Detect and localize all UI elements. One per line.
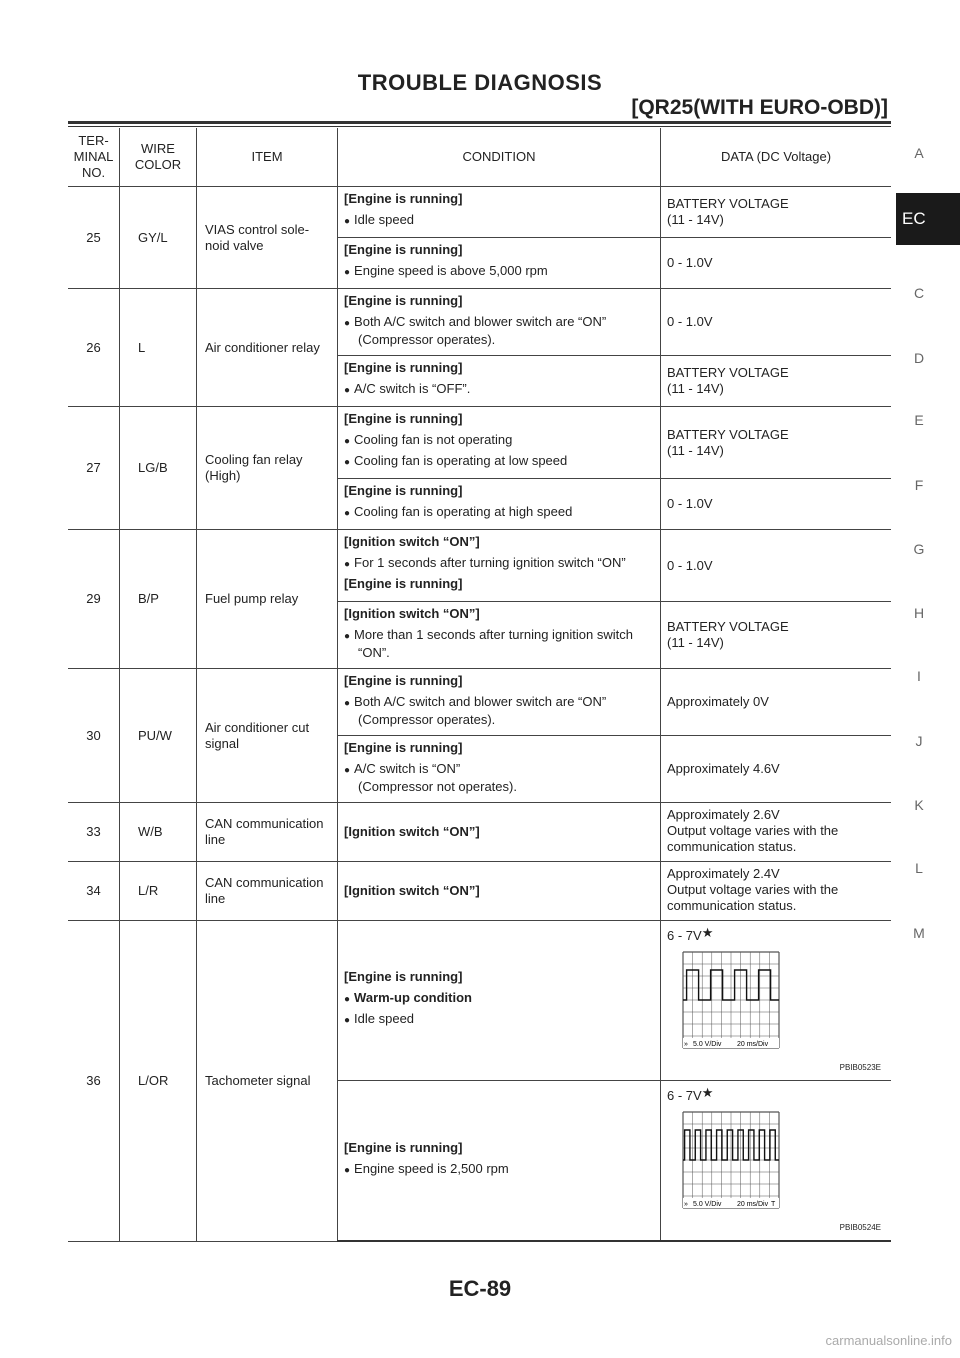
condition-bullet: ● Warm-up condition <box>344 990 654 1008</box>
table-row <box>68 669 891 736</box>
table-row <box>68 530 891 602</box>
data-cell: 6 - 7V★ » 5.0 V/Div 20 ms/Div PBIB0523E <box>661 921 892 1081</box>
condition-heading: [Engine is running] <box>344 673 463 688</box>
scope-time-div: 20 ms/Div <box>737 1201 769 1208</box>
condition-bullet: ● Engine speed is above 5,000 rpm <box>344 263 654 281</box>
header-wire-color: WIRE COLOR <box>120 128 197 187</box>
data-cell: BATTERY VOLTAGE (11 - 14V) <box>661 407 892 479</box>
data-cell: 6 - 7V★ » 5.0 V/Div 20 ms/Div T PBIB0524E <box>661 1081 892 1242</box>
oscilloscope-waveform <box>667 950 885 1058</box>
condition-heading: [Engine is running] <box>344 242 463 257</box>
item-cell: Fuel pump relay <box>197 530 338 669</box>
scope-volt-div: 5.0 V/Div <box>693 1041 722 1048</box>
condition-heading: [Engine is running] <box>344 1139 463 1155</box>
sidebar-letter-g: G <box>913 541 925 557</box>
condition-cell <box>338 803 661 862</box>
scope-arrow-icon: » <box>684 1041 688 1048</box>
sidebar-letter-ec: EC <box>896 193 960 245</box>
condition-cell <box>338 356 661 407</box>
condition-heading: [Engine is running] <box>344 293 463 308</box>
sidebar-letter-m: M <box>913 925 925 941</box>
sidebar-letter-e: E <box>914 412 924 428</box>
figure-code: PBIB0524E <box>839 1223 881 1232</box>
condition-bullet: ● Engine speed is 2,500 rpm <box>344 1161 654 1179</box>
data-cell: BATTERY VOLTAGE (11 - 14V) <box>661 602 892 669</box>
condition-bullet: ● Cooling fan is operating at high speed <box>344 504 654 522</box>
item-cell: Air conditioner cut signal <box>197 669 338 803</box>
sidebar-letter-a: A <box>914 145 924 161</box>
wire-color-cell: L <box>120 289 197 407</box>
condition-bullet: ● Idle speed <box>344 212 654 230</box>
condition-cell <box>338 602 661 669</box>
header-data: DATA (DC Voltage) <box>661 128 892 187</box>
terminal-cell: 27 <box>68 407 120 530</box>
condition-bullet: ● More than 1 seconds after turning ignition switch “ON”. <box>344 627 654 661</box>
table-row <box>68 407 891 479</box>
section-sidebar <box>896 0 960 1358</box>
condition-heading: [Engine is running] <box>344 969 463 984</box>
table-header-row <box>68 128 891 187</box>
table-row <box>68 289 891 356</box>
condition-heading: [Ignition switch “ON”] <box>344 606 480 621</box>
data-cell: 0 - 1.0V <box>661 289 892 356</box>
table-row <box>68 803 891 862</box>
header-rule <box>68 121 891 124</box>
data-cell: Approximately 2.6V Output voltage varies with the communication status. <box>661 803 892 862</box>
header-item: ITEM <box>197 128 338 187</box>
condition-bullet: ● A/C switch is “OFF”. <box>344 381 654 399</box>
condition-cell <box>338 289 661 356</box>
sidebar-letter-k: K <box>914 797 924 813</box>
wire-color-cell: W/B <box>120 803 197 862</box>
item-cell: VIAS control sole- noid valve <box>197 187 338 289</box>
page-number: EC-89 <box>448 1276 512 1301</box>
condition-heading: [Engine is running] <box>344 411 463 426</box>
terminal-cell: 29 <box>68 530 120 669</box>
condition-heading: [Ignition switch “ON”] <box>344 824 480 839</box>
wire-color-cell: L/R <box>120 862 197 921</box>
condition-heading: [Ignition switch “ON”] <box>344 534 480 549</box>
condition-cell <box>338 407 661 479</box>
sidebar-letter-d: D <box>913 350 925 366</box>
watermark: carmanualsonline.info <box>825 1333 952 1348</box>
condition-heading: [Engine is running] <box>344 576 463 591</box>
terminal-cell: 26 <box>68 289 120 407</box>
sidebar-letter-h: H <box>913 605 925 621</box>
sidebar-letter-i: I <box>917 668 921 684</box>
data-cell: 0 - 1.0V <box>661 479 892 530</box>
header-condition: CONDITION <box>338 128 661 187</box>
condition-cell <box>338 238 661 289</box>
data-cell: Approximately 4.6V <box>661 736 892 803</box>
table-row <box>68 187 891 238</box>
data-cell: BATTERY VOLTAGE (11 - 14V) <box>661 356 892 407</box>
table-row <box>68 921 891 1081</box>
condition-cell <box>338 921 661 1081</box>
star-icon: ★ <box>701 1085 714 1100</box>
condition-cell <box>338 1081 661 1242</box>
condition-bullet: ● For 1 seconds after turning ignition switch “ON” <box>344 555 654 573</box>
condition-cell <box>338 669 661 736</box>
item-cell: CAN communication line <box>197 803 338 862</box>
condition-bullet: ● Cooling fan is not operating <box>344 432 654 450</box>
sidebar-letter-c: C <box>913 285 925 301</box>
sidebar-letter-f: F <box>914 477 924 493</box>
condition-cell <box>338 479 661 530</box>
page-title: TROUBLE DIAGNOSIS <box>357 70 603 95</box>
condition-cell <box>338 187 661 238</box>
header-rule-thin <box>68 126 891 127</box>
data-cell: Approximately 0V <box>661 669 892 736</box>
figure-code: PBIB0523E <box>839 1063 881 1072</box>
scope-screen <box>679 950 787 1058</box>
star-icon: ★ <box>701 925 714 940</box>
item-cell: Cooling fan relay (High) <box>197 407 338 530</box>
terminal-cell: 30 <box>68 669 120 803</box>
terminal-cell: 36 <box>68 921 120 1242</box>
condition-heading: [Ignition switch “ON”] <box>344 883 480 898</box>
condition-bullet: ● Idle speed <box>344 1011 654 1029</box>
data-cell: 0 - 1.0V <box>661 238 892 289</box>
oscilloscope-waveform <box>667 1110 885 1218</box>
wire-color-cell: B/P <box>120 530 197 669</box>
scope-time-div: 20 ms/Div <box>737 1041 769 1048</box>
condition-bullet: ● Both A/C switch and blower switch are “ON” (Compressor operates). <box>344 694 654 728</box>
item-cell: Air conditioner relay <box>197 289 338 407</box>
wire-color-cell: GY/L <box>120 187 197 289</box>
sidebar-letter-l: L <box>915 860 923 876</box>
condition-heading: [Engine is running] <box>344 191 463 206</box>
wire-color-cell: PU/W <box>120 669 197 803</box>
item-cell: Tachometer signal <box>197 921 338 1242</box>
terminal-cell: 34 <box>68 862 120 921</box>
condition-heading: [Engine is running] <box>344 360 463 375</box>
condition-heading: [Engine is running] <box>344 483 463 498</box>
terminal-cell: 33 <box>68 803 120 862</box>
scope-screen <box>679 1110 787 1218</box>
condition-cell <box>338 736 661 803</box>
scope-arrow-icon: » <box>684 1201 688 1208</box>
data-cell: BATTERY VOLTAGE (11 - 14V) <box>661 187 892 238</box>
page-subtitle: [QR25(WITH EURO-OBD)] <box>631 96 888 119</box>
sidebar-letter-j: J <box>915 733 923 749</box>
condition-cell <box>338 862 661 921</box>
condition-bullet: ● Cooling fan is operating at low speed <box>344 453 654 471</box>
scope-volt-div: 5.0 V/Div <box>693 1201 722 1208</box>
data-cell: Approximately 2.4V Output voltage varies with the communication status. <box>661 862 892 921</box>
terminal-table <box>68 128 891 1242</box>
header-terminal: TER- MINAL NO. <box>68 128 120 187</box>
wire-color-cell: L/OR <box>120 921 197 1242</box>
condition-cell <box>338 530 661 602</box>
terminal-cell: 25 <box>68 187 120 289</box>
condition-bullet: ● A/C switch is “ON” (Compressor not operates). <box>344 761 654 795</box>
condition-heading: [Engine is running] <box>344 740 463 755</box>
condition-bullet: ● Both A/C switch and blower switch are “ON” (Compressor operates). <box>344 314 654 348</box>
data-cell: 0 - 1.0V <box>661 530 892 602</box>
scope-trigger-marker: T <box>771 1201 776 1208</box>
table-row <box>68 862 891 921</box>
wire-color-cell: LG/B <box>120 407 197 530</box>
item-cell: CAN communication line <box>197 862 338 921</box>
